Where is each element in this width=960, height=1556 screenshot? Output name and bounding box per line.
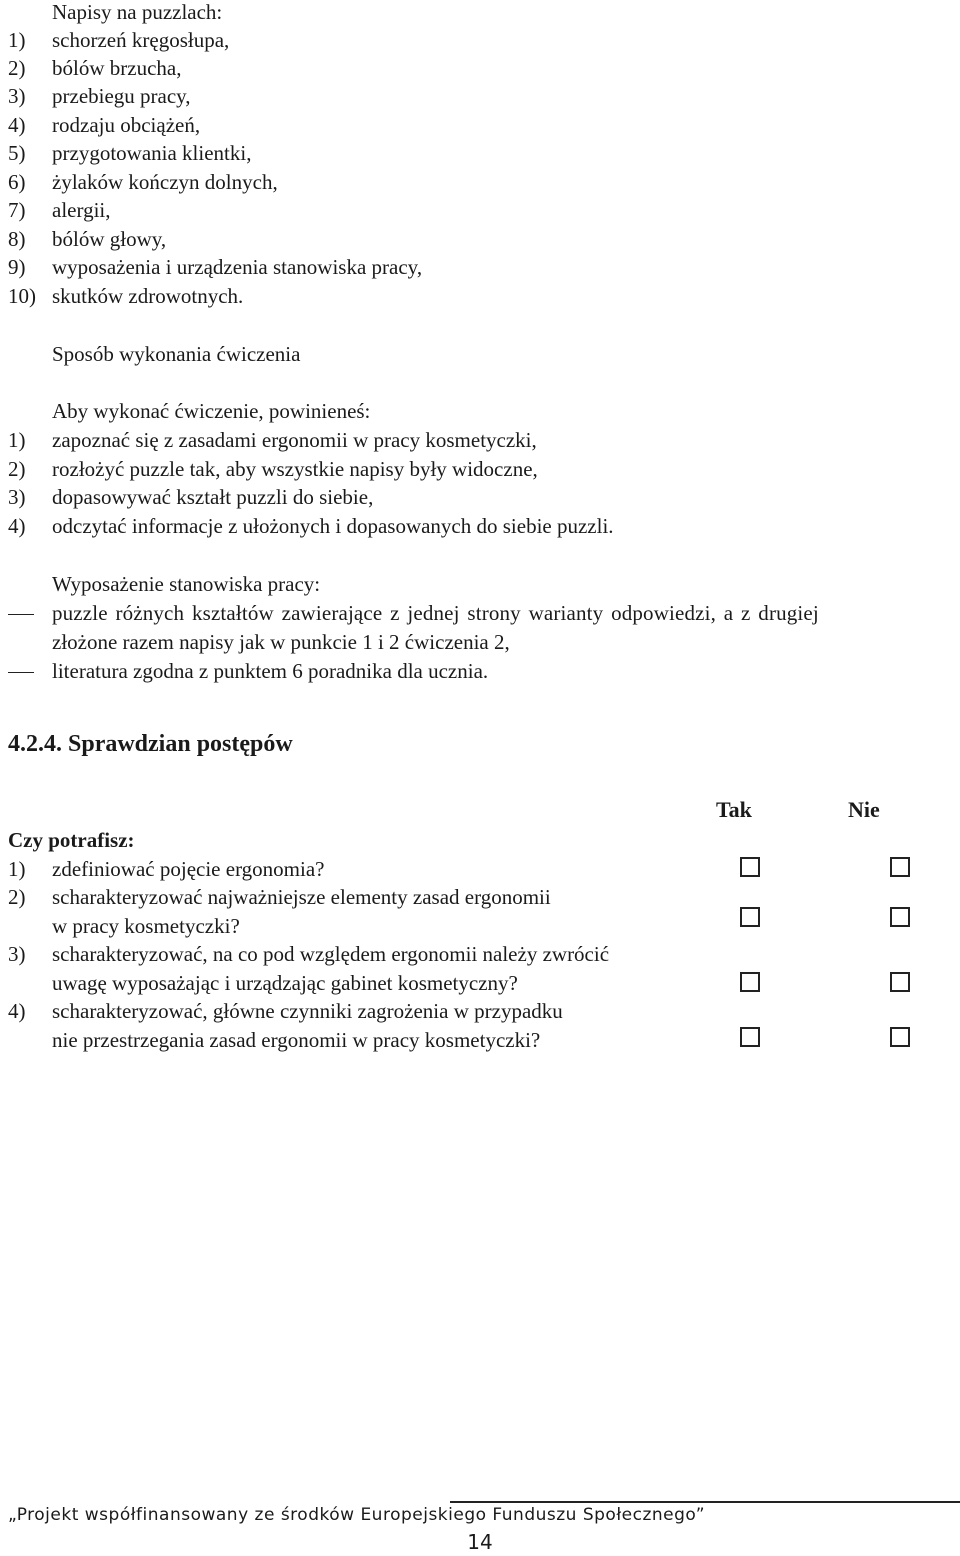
list-item: schorzeń kręgosłupa, bbox=[52, 28, 230, 52]
puzzles-heading: Napisy na puzzlach: bbox=[52, 0, 223, 24]
no-checkbox[interactable] bbox=[890, 1027, 910, 1047]
list-item: literatura zgodna z punktem 6 poradnika dla ucznia. bbox=[52, 659, 489, 683]
equipment-line-justified: puzzle różnych kształtów zawierające z jednej strony warianty odpowiedzi, a z drugiej bbox=[52, 601, 819, 625]
list-item: zapoznać się z zasadami ergonomii w pracy kosmetyczki, bbox=[52, 428, 537, 452]
yes-checkbox[interactable] bbox=[740, 972, 760, 992]
list-item: wyposażenia i urządzenia stanowiska pracy, bbox=[52, 255, 423, 279]
list-number: 2) bbox=[8, 885, 26, 909]
question-text-continuation: uwagę wyposażając i urządzając gabinet kosmetyczny? bbox=[52, 971, 518, 995]
yes-checkbox[interactable] bbox=[740, 1027, 760, 1047]
column-header-no: Nie bbox=[848, 797, 880, 822]
list-number: 3) bbox=[8, 485, 26, 509]
dash-bullet bbox=[8, 614, 34, 615]
list-item: alergii, bbox=[52, 198, 111, 222]
list-number: 4) bbox=[8, 999, 26, 1023]
list-number: 4) bbox=[8, 113, 26, 137]
question-text: scharakteryzować najważniejsze elementy zasad ergonomii bbox=[52, 885, 551, 909]
list-number: 1) bbox=[8, 857, 26, 881]
yes-checkbox[interactable] bbox=[740, 907, 760, 927]
list-item: dopasowywać kształt puzzli do siebie, bbox=[52, 485, 374, 509]
equipment-heading: Wyposażenie stanowiska pracy: bbox=[52, 572, 321, 596]
list-item bbox=[52, 599, 952, 627]
no-checkbox[interactable] bbox=[890, 972, 910, 992]
list-item-continuation: złożone razem napisy jak w punkcie 1 i 2 ćwiczenia 2, bbox=[52, 630, 510, 654]
list-number: 7) bbox=[8, 198, 26, 222]
list-item: rozłożyć puzzle tak, aby wszystkie napisy były widoczne, bbox=[52, 457, 538, 481]
method-heading: Sposób wykonania ćwiczenia bbox=[52, 342, 301, 366]
question-text-continuation: w pracy kosmetyczki? bbox=[52, 914, 240, 938]
list-item: bólów głowy, bbox=[52, 227, 167, 251]
list-number: 1) bbox=[8, 28, 26, 52]
list-item: rodzaju obciążeń, bbox=[52, 113, 201, 137]
dash-bullet bbox=[8, 672, 34, 673]
method-intro: Aby wykonać ćwiczenie, powinieneś: bbox=[52, 399, 371, 423]
question-text: scharakteryzować, główne czynniki zagrożenia w przypadku bbox=[52, 999, 563, 1023]
list-item: odczytać informacje z ułożonych i dopasowanych do siebie puzzli. bbox=[52, 514, 614, 538]
question-text: scharakteryzować, na co pod względem ergonomii należy zwrócić bbox=[52, 942, 610, 966]
yes-checkbox[interactable] bbox=[740, 857, 760, 877]
list-number: 1) bbox=[8, 428, 26, 452]
question-text-continuation: nie przestrzegania zasad ergonomii w pracy kosmetyczki? bbox=[52, 1028, 541, 1052]
list-number: 2) bbox=[8, 56, 26, 80]
list-item: przygotowania klientki, bbox=[52, 141, 252, 165]
question-text: zdefiniować pojęcie ergonomia? bbox=[52, 857, 325, 881]
list-number: 3) bbox=[8, 942, 26, 966]
list-number: 2) bbox=[8, 457, 26, 481]
list-number: 9) bbox=[8, 255, 26, 279]
page-number: 14 bbox=[467, 1530, 493, 1554]
list-number: 8) bbox=[8, 227, 26, 251]
list-number: 6) bbox=[8, 170, 26, 194]
column-header-yes: Tak bbox=[716, 797, 752, 822]
no-checkbox[interactable] bbox=[890, 907, 910, 927]
list-item: przebiegu pracy, bbox=[52, 84, 191, 108]
footer-text: „Projekt współfinansowany ze środków Europejskiego Funduszu Społecznego” bbox=[8, 1505, 706, 1525]
list-number: 4) bbox=[8, 514, 26, 538]
list-number: 5) bbox=[8, 141, 26, 165]
list-item: bólów brzucha, bbox=[52, 56, 182, 80]
no-checkbox[interactable] bbox=[890, 857, 910, 877]
footer-rule bbox=[450, 1501, 960, 1503]
list-number: 10) bbox=[8, 284, 36, 308]
section-title: 4.2.4. Sprawdzian postępów bbox=[8, 731, 293, 757]
list-item: żylaków kończyn dolnych, bbox=[52, 170, 278, 194]
list-number: 3) bbox=[8, 84, 26, 108]
question-heading: Czy potrafisz: bbox=[8, 828, 135, 852]
list-item: skutków zdrowotnych. bbox=[52, 284, 244, 308]
